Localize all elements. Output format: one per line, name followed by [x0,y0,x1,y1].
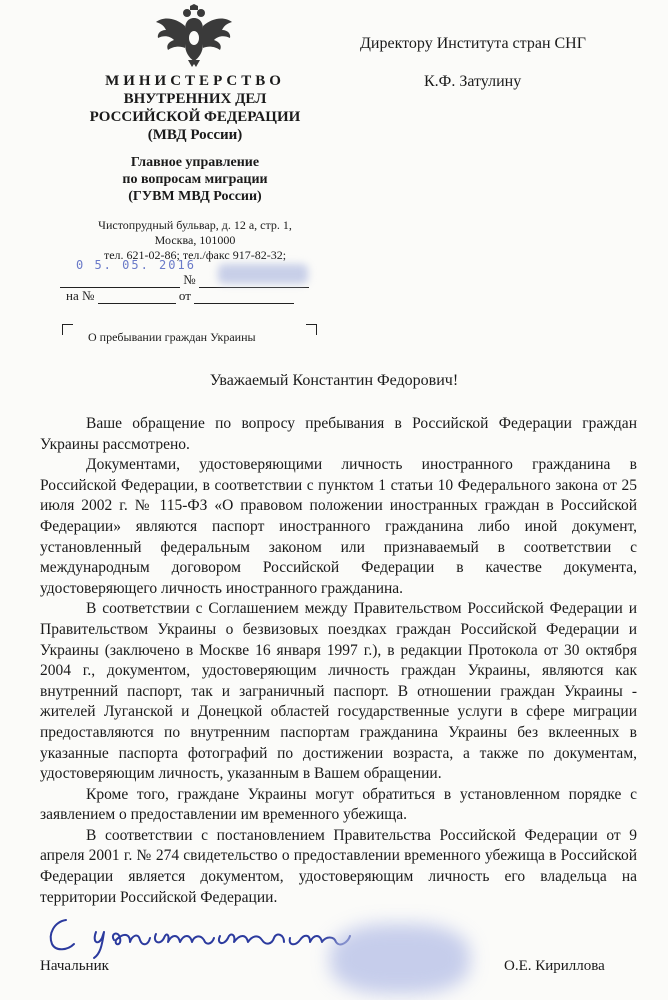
letter-subject: О пребывании граждан Украины [88,330,256,344]
ministry-name [40,72,350,144]
body-paragraph: Ваше обращение по вопросу пребывания в Российской Федерации граждан Украины рассмотрено. [40,415,637,453]
addressee-block [360,34,586,92]
department-name [40,154,350,205]
salutation: Уважаемый Константин Федорович! [209,372,459,389]
date-underline [60,275,180,288]
ref-from-label: от [178,288,191,303]
subject-corner-right [306,324,317,335]
body-paragraph: В соответствии с постановлением Правительства Российской Федерации от 9 апреля 2001 г. № 274 свидетельство о предоставлении временного убежища в Российской Федерации является документом, удостоверяющим личность его владельца на территории Российской Федерации. [40,826,637,906]
number-sign: № [183,272,196,287]
subject-corner-left [62,324,73,335]
addressee-name: К.Ф. Затулину [424,73,522,90]
reference-line [66,288,294,304]
department-line: (ГУВМ МВД России) [128,189,262,204]
ministry-emblem-icon [154,4,234,68]
body-paragraph: Документами, удостоверяющими личность иностранного гражданина в Российской Федерации, в соответствии с пунктом 1 статьи 10 Федерального закона от 25 июля 2002 г. № 115-ФЗ «О правовом положении иностранных граждан в Российской Федерации» являются паспорт иностранного гражданина либо иной документ, установленный федеральным законом или признаваемый в соответствии с международным договором Российской Федерации в качестве документа, удостоверяющего личность иностранного гражданина. [40,456,637,597]
ministry-line: (МВД России) [147,127,243,143]
ref-on-label: на № [66,288,95,303]
ref-date-underline [194,291,294,304]
ministry-line: МИНИСТЕРСТВО [105,73,285,89]
address-line: Чистопрудный бульвар, д. 12 а, стр. 1, [98,218,292,232]
signatory-position: Начальник [40,958,109,974]
letter-body [40,414,637,908]
address-line: Москва, 101000 [154,233,236,247]
department-line: Главное управление [130,155,260,170]
address-line: тел. 621-02-86; тел./факс 917-82-32; [103,248,287,262]
redacted-number [218,264,308,284]
sender-address [40,218,350,263]
signatory-name: О.Е. Кириллова [504,958,605,974]
handwritten-closing [44,912,364,960]
ref-number-underline [98,291,176,304]
body-paragraph: В соответствии с Соглашением между Правительством Российской Федерации и Правительством Украины о безвизовых поездках граждан Российской Федерации и Украины (заключено в Москве 16 января 1997 г.), в редакции Протокола от 30 октября 2004 г., документом, удостоверяющим личность граждан Украины, являются как внутренний паспорт, так и заграничный паспорт. В отношении граждан Украины - жителей Луганской и Донецкой областей государственные услуги в сфере миграции предоставляются по внутренним паспортам гражданина Украины без вклеенных в указанные паспорта фотографий по достижении возраста, а также по документам, удостоверяющим личность, указанным в Вашем обращении. [40,600,637,783]
department-line: по вопросам миграции [122,172,268,187]
registration-date-stamp: 0 5. 05. 2016 [76,258,196,272]
addressee-position: Директору Института стран СНГ [360,35,586,52]
ministry-line: РОССИЙСКОЙ ФЕДЕРАЦИИ [89,109,301,125]
redacted-signature [330,924,470,994]
ministry-line: ВНУТРЕННИХ ДЕЛ [123,91,267,107]
body-paragraph: Кроме того, граждане Украины могут обратиться в установленном порядке с заявлением о предоставлении им временного убежища. [40,785,637,824]
